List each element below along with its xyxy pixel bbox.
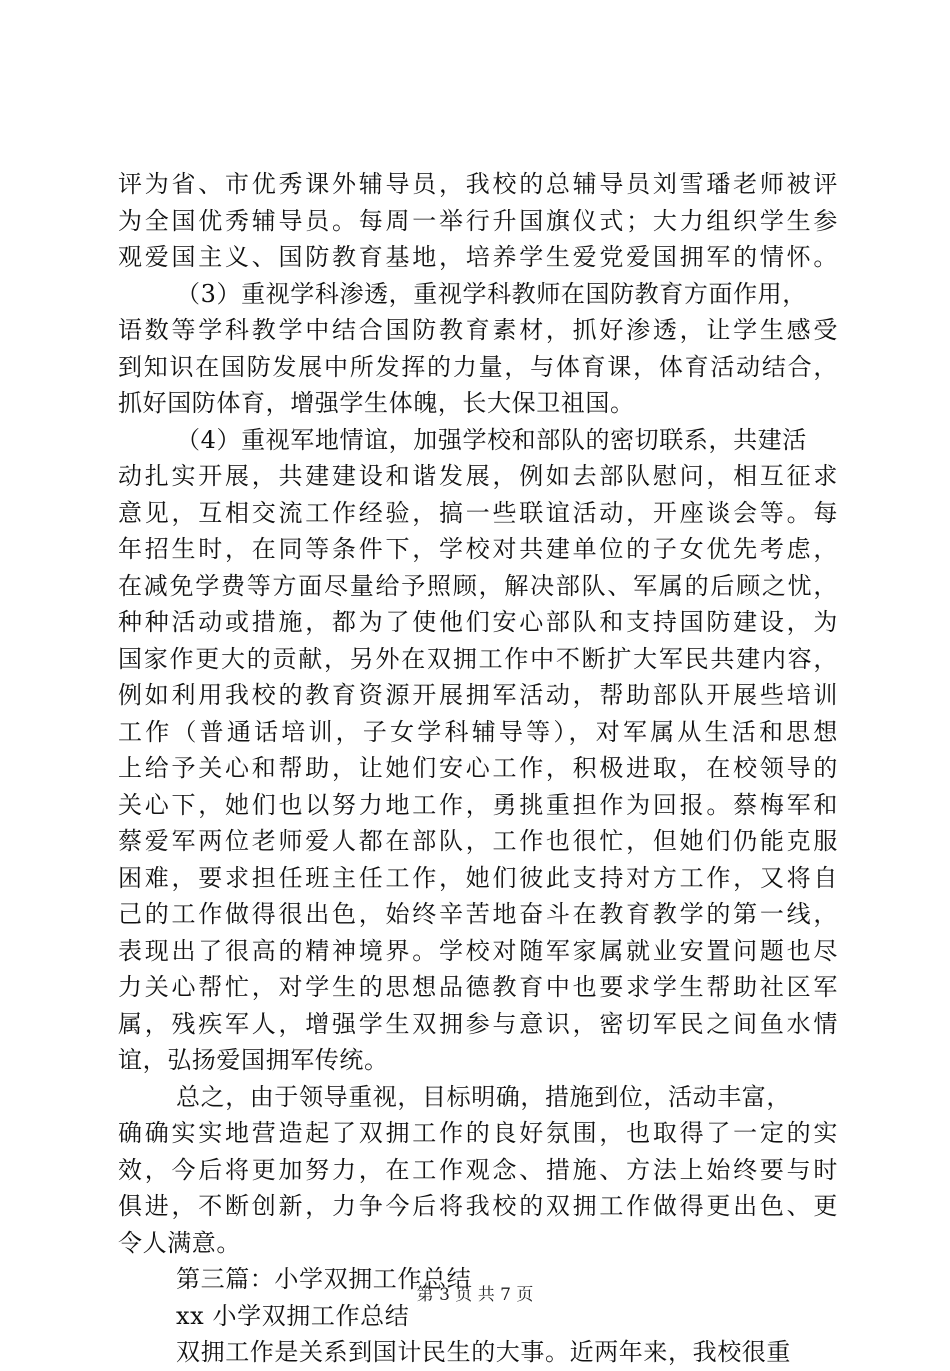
text-line: 国家作更大的贡献，另外在双拥工作中不断扩大军民共建内容， [118,644,838,673]
text-line: 谊，弘扬爱国拥军传统。 [118,1046,389,1074]
text-line: 年招生时，在同等条件下，学校对共建单位的子女优先考虑， [118,535,838,563]
text-line: 属，残疾军人，增强学生双拥参与意识，密切军民之间鱼水情 [118,1009,838,1038]
text-line: 俱进，不断创新，力争今后将我校的双拥工作做得更出色、更 [118,1192,838,1220]
document-title: xx 小学双拥工作总结 [176,1301,410,1330]
text-line: 关心下，她们也以努力地工作，勇挑重担作为回报。蔡梅军和 [118,790,838,819]
text-line: 己的工作做得很出色，始终辛苦地奋斗在教育教学的第一线， [118,900,838,928]
section-heading: 第三篇：小学双拥工作总结 [176,1265,472,1293]
text-line: 评为省、市优秀课外辅导员，我校的总辅导员刘雪璠老师被评 [118,170,838,198]
text-line: 上给予关心和帮助，让她们安心工作，积极进取，在校领导的 [118,754,838,782]
text-line: 抓好国防体育，增强学生体魄，长大保卫祖国。 [118,389,635,417]
text-line: 蔡爱军两位老师爱人都在部队，工作也很忙，但她们仍能克服 [118,827,838,855]
text-line: 确确实实地营造起了双拥工作的良好氛围，也取得了一定的实 [118,1119,838,1147]
text-line: （3）重视学科渗透，重视学科教师在国防教育方面作用， [176,279,807,308]
page-footer: 第 3 页 共 7 页 [416,1285,534,1305]
text-line: 困难，要求担任班主任工作，她们彼此支持对方工作，又将自 [118,863,838,892]
body-text [118,166,838,1371]
text-line: 语数等学科教学中结合国防教育素材，抓好渗透，让学生感受 [118,316,838,344]
text-line: 总之，由于领导重视，目标明确，措施到位，活动丰富， [176,1082,791,1111]
text-line: 在减免学费等方面尽量给予照顾，解决部队、军属的后顾之忧， [118,571,838,600]
text-line: 效，今后将更加努力，在工作观念、措施、方法上始终要与时 [118,1155,838,1184]
text-line: 表现出了很高的精神境界。学校对随军家属就业安置问题也尽 [118,936,838,965]
text-line: 令人满意。 [118,1228,241,1257]
text-line: 意见，互相交流工作经验，搞一些联谊活动，开座谈会等。每 [118,498,838,527]
text-line: 为全国优秀辅导员。每周一举行升国旗仪式；大力组织学生参 [118,206,838,235]
text-line: 双拥工作是关系到国计民生的大事。近两年来，我校很重 [176,1338,791,1366]
text-line: 动扎实开展，共建建设和谐发展，例如去部队慰问，相互征求 [118,462,838,490]
text-line: 种种活动或措施，都为了使他们安心部队和支持国防建设，为 [118,608,838,636]
text-line: 到知识在国防发展中所发挥的力量，与体育课，体育活动结合， [118,352,838,381]
text-line: （4）重视军地情谊，加强学校和部队的密切联系，共建活 [176,425,807,454]
text-line: 例如利用我校的教育资源开展拥军活动，帮助部队开展些培训 [118,681,838,709]
text-line: 观爱国主义、国防教育基地，培养学生爱党爱国拥军的情怀。 [118,243,838,271]
text-line: 力关心帮忙，对学生的思想品德教育中也要求学生帮助社区军 [118,973,838,1001]
text-line: 工作（普通话培训，子女学科辅导等），对军属从生活和思想 [118,717,838,746]
